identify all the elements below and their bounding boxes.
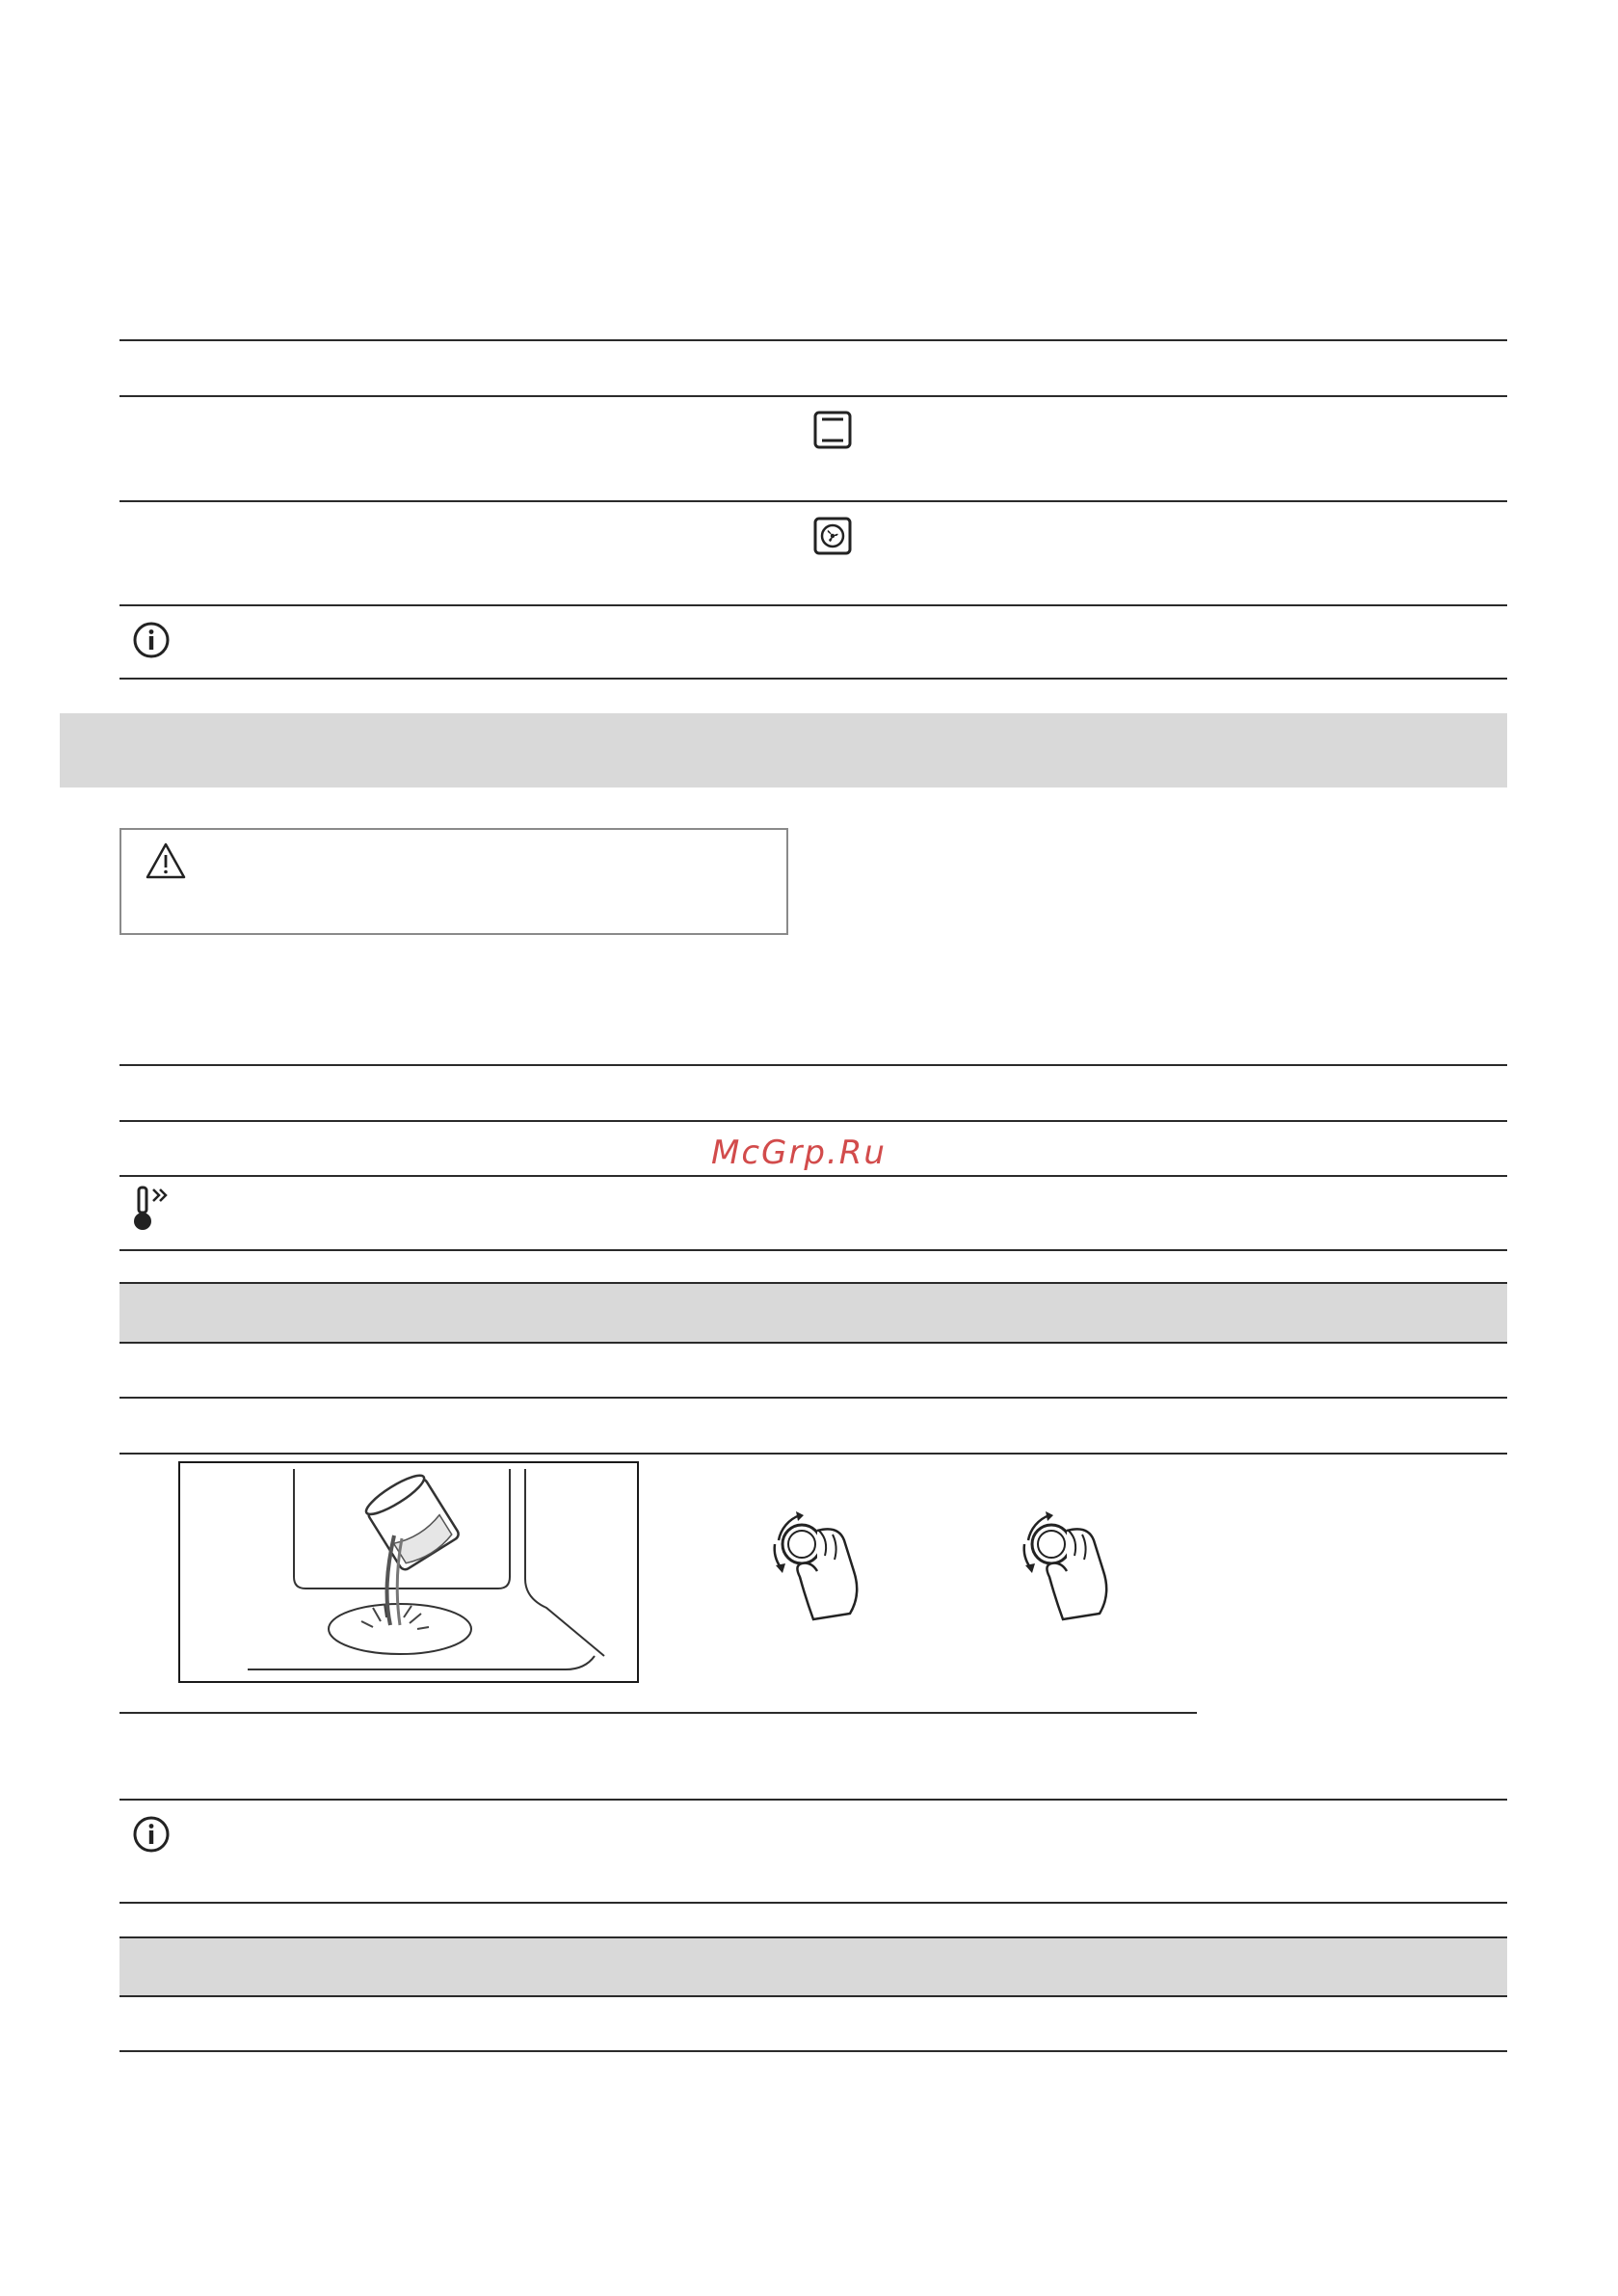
table-top-rule [119,1282,1507,1284]
note-bottom-rule [119,1902,1507,1904]
watermark-text: McGrp.Ru [711,1134,887,1172]
section-heading-band [60,713,1507,788]
table-top-rule [119,1064,1507,1066]
table-top-rule [119,1936,1507,1938]
oven-fan-icon [812,516,853,561]
oven-top-bottom-heat-icon [812,410,853,455]
note-top-rule [119,1799,1507,1801]
info-icon [132,621,171,664]
warning-box [119,828,788,935]
hand-turning-knob-icon [1011,1502,1117,1630]
table-row-rule [119,604,1507,606]
figure-bottom-rule [119,1712,1197,1714]
table-header-rule [119,1342,1507,1344]
info-icon [132,1815,171,1858]
table-header-rule [119,395,1507,397]
table-bottom-rule [119,2050,1507,2052]
table-bottom-rule [119,678,1507,680]
table-top-rule [119,339,1507,341]
warning-triangle-icon [145,841,187,885]
pour-water-into-cavity-illustration [178,1461,639,1683]
table-bottom-rule [119,1249,1507,1251]
table-header-band [119,1283,1507,1343]
table-header-rule [119,1995,1507,1997]
table-header-rule [119,1120,1507,1122]
table-row-rule [119,1453,1507,1455]
thermometer-fast-heat-icon [129,1185,179,1240]
table-row-rule [119,500,1507,502]
table-header-band [119,1937,1507,1995]
hand-turning-knob-icon [761,1502,867,1630]
table-row-rule [119,1397,1507,1399]
table-row-rule [119,1175,1507,1177]
